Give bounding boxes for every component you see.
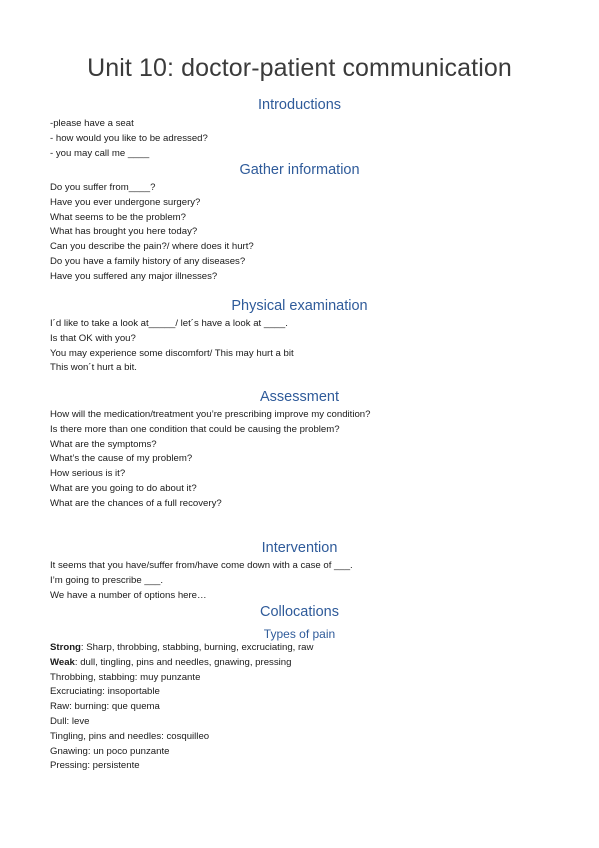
list-item: What’s the cause of my problem? (50, 453, 193, 465)
heading-physical-examination: Physical examination (231, 298, 368, 314)
weak-label: Weak (50, 656, 75, 668)
intervention-list (50, 559, 570, 603)
assessment-list (50, 408, 570, 512)
list-item: Have you ever undergone surgery? (50, 196, 201, 208)
list-item: What are the chances of a full recovery? (50, 497, 222, 509)
collocations-list (50, 641, 570, 774)
list-item: Gnawing: un poco punzante (50, 745, 170, 757)
list-item: - how would you like to be adressed? (50, 132, 208, 144)
heading-collocations: Collocations (260, 604, 339, 620)
page-title: Unit 10: doctor-patient communication (87, 54, 512, 82)
list-item: Tingling, pins and needles: cosquilleo (50, 730, 210, 742)
list-item: What seems to be the problem? (50, 211, 186, 223)
list-item: - you may call me ____ (50, 147, 150, 159)
heading-gather-information: Gather information (239, 162, 360, 178)
list-item: Pressing: persistente (50, 760, 140, 772)
subheading-types-of-pain: Types of pain (263, 627, 336, 641)
list-item: Excruciating: insoportable (50, 686, 160, 698)
list-item: It seems that you have/suffer from/have come down with a case of ___. (50, 560, 353, 571)
list-item: Have you suffered any major illnesses? (50, 270, 218, 282)
list-item: Do you have a family history of any diseases? (50, 255, 246, 267)
introductions-list (50, 117, 570, 161)
list-item: -please have a seat (50, 118, 134, 129)
gather-information-list (50, 181, 570, 285)
list-item: Do you suffer from____? (50, 182, 156, 193)
list-item: What are you going to do about it? (50, 482, 197, 494)
list-item: Can you describe the pain?/ where does it hurt? (50, 241, 254, 253)
list-item: Raw: burning: que quema (50, 701, 160, 713)
list-item: How serious is it? (50, 468, 126, 480)
strong-text: : Sharp, throbbing, stabbing, burning, excruciating, raw (80, 642, 314, 653)
list-item-weak (50, 656, 570, 671)
list-item: How will the medication/treatment you’re prescribing improve my condition? (50, 409, 371, 420)
list-item: We have a number of options here… (50, 589, 207, 601)
physical-examination-list (50, 317, 570, 376)
list-item: I’m going to prescribe ___. (50, 574, 164, 586)
list-item-strong (50, 641, 570, 656)
strong-label: Strong (50, 642, 81, 653)
list-item: Is there more than one condition that could be causing the problem? (50, 423, 340, 435)
list-item: I´d like to take a look at_____/ let´s have a look at ____. (50, 318, 288, 329)
weak-text: : dull, tingling, pins and needles, gnawing, pressing (74, 656, 292, 668)
heading-introductions: Introductions (257, 97, 342, 113)
list-item: Throbbing, stabbing: muy punzante (50, 671, 201, 683)
heading-intervention: Intervention (261, 540, 338, 556)
list-item: What are the symptoms? (50, 438, 157, 450)
list-item: What has brought you here today? (50, 226, 198, 238)
list-item: This won´t hurt a bit. (50, 362, 137, 374)
list-item: Dull: leve (50, 715, 90, 727)
list-item: Is that OK with you? (50, 332, 136, 344)
heading-assessment: Assessment (260, 389, 339, 405)
list-item: You may experience some discomfort/ This may hurt a bit (50, 347, 294, 359)
